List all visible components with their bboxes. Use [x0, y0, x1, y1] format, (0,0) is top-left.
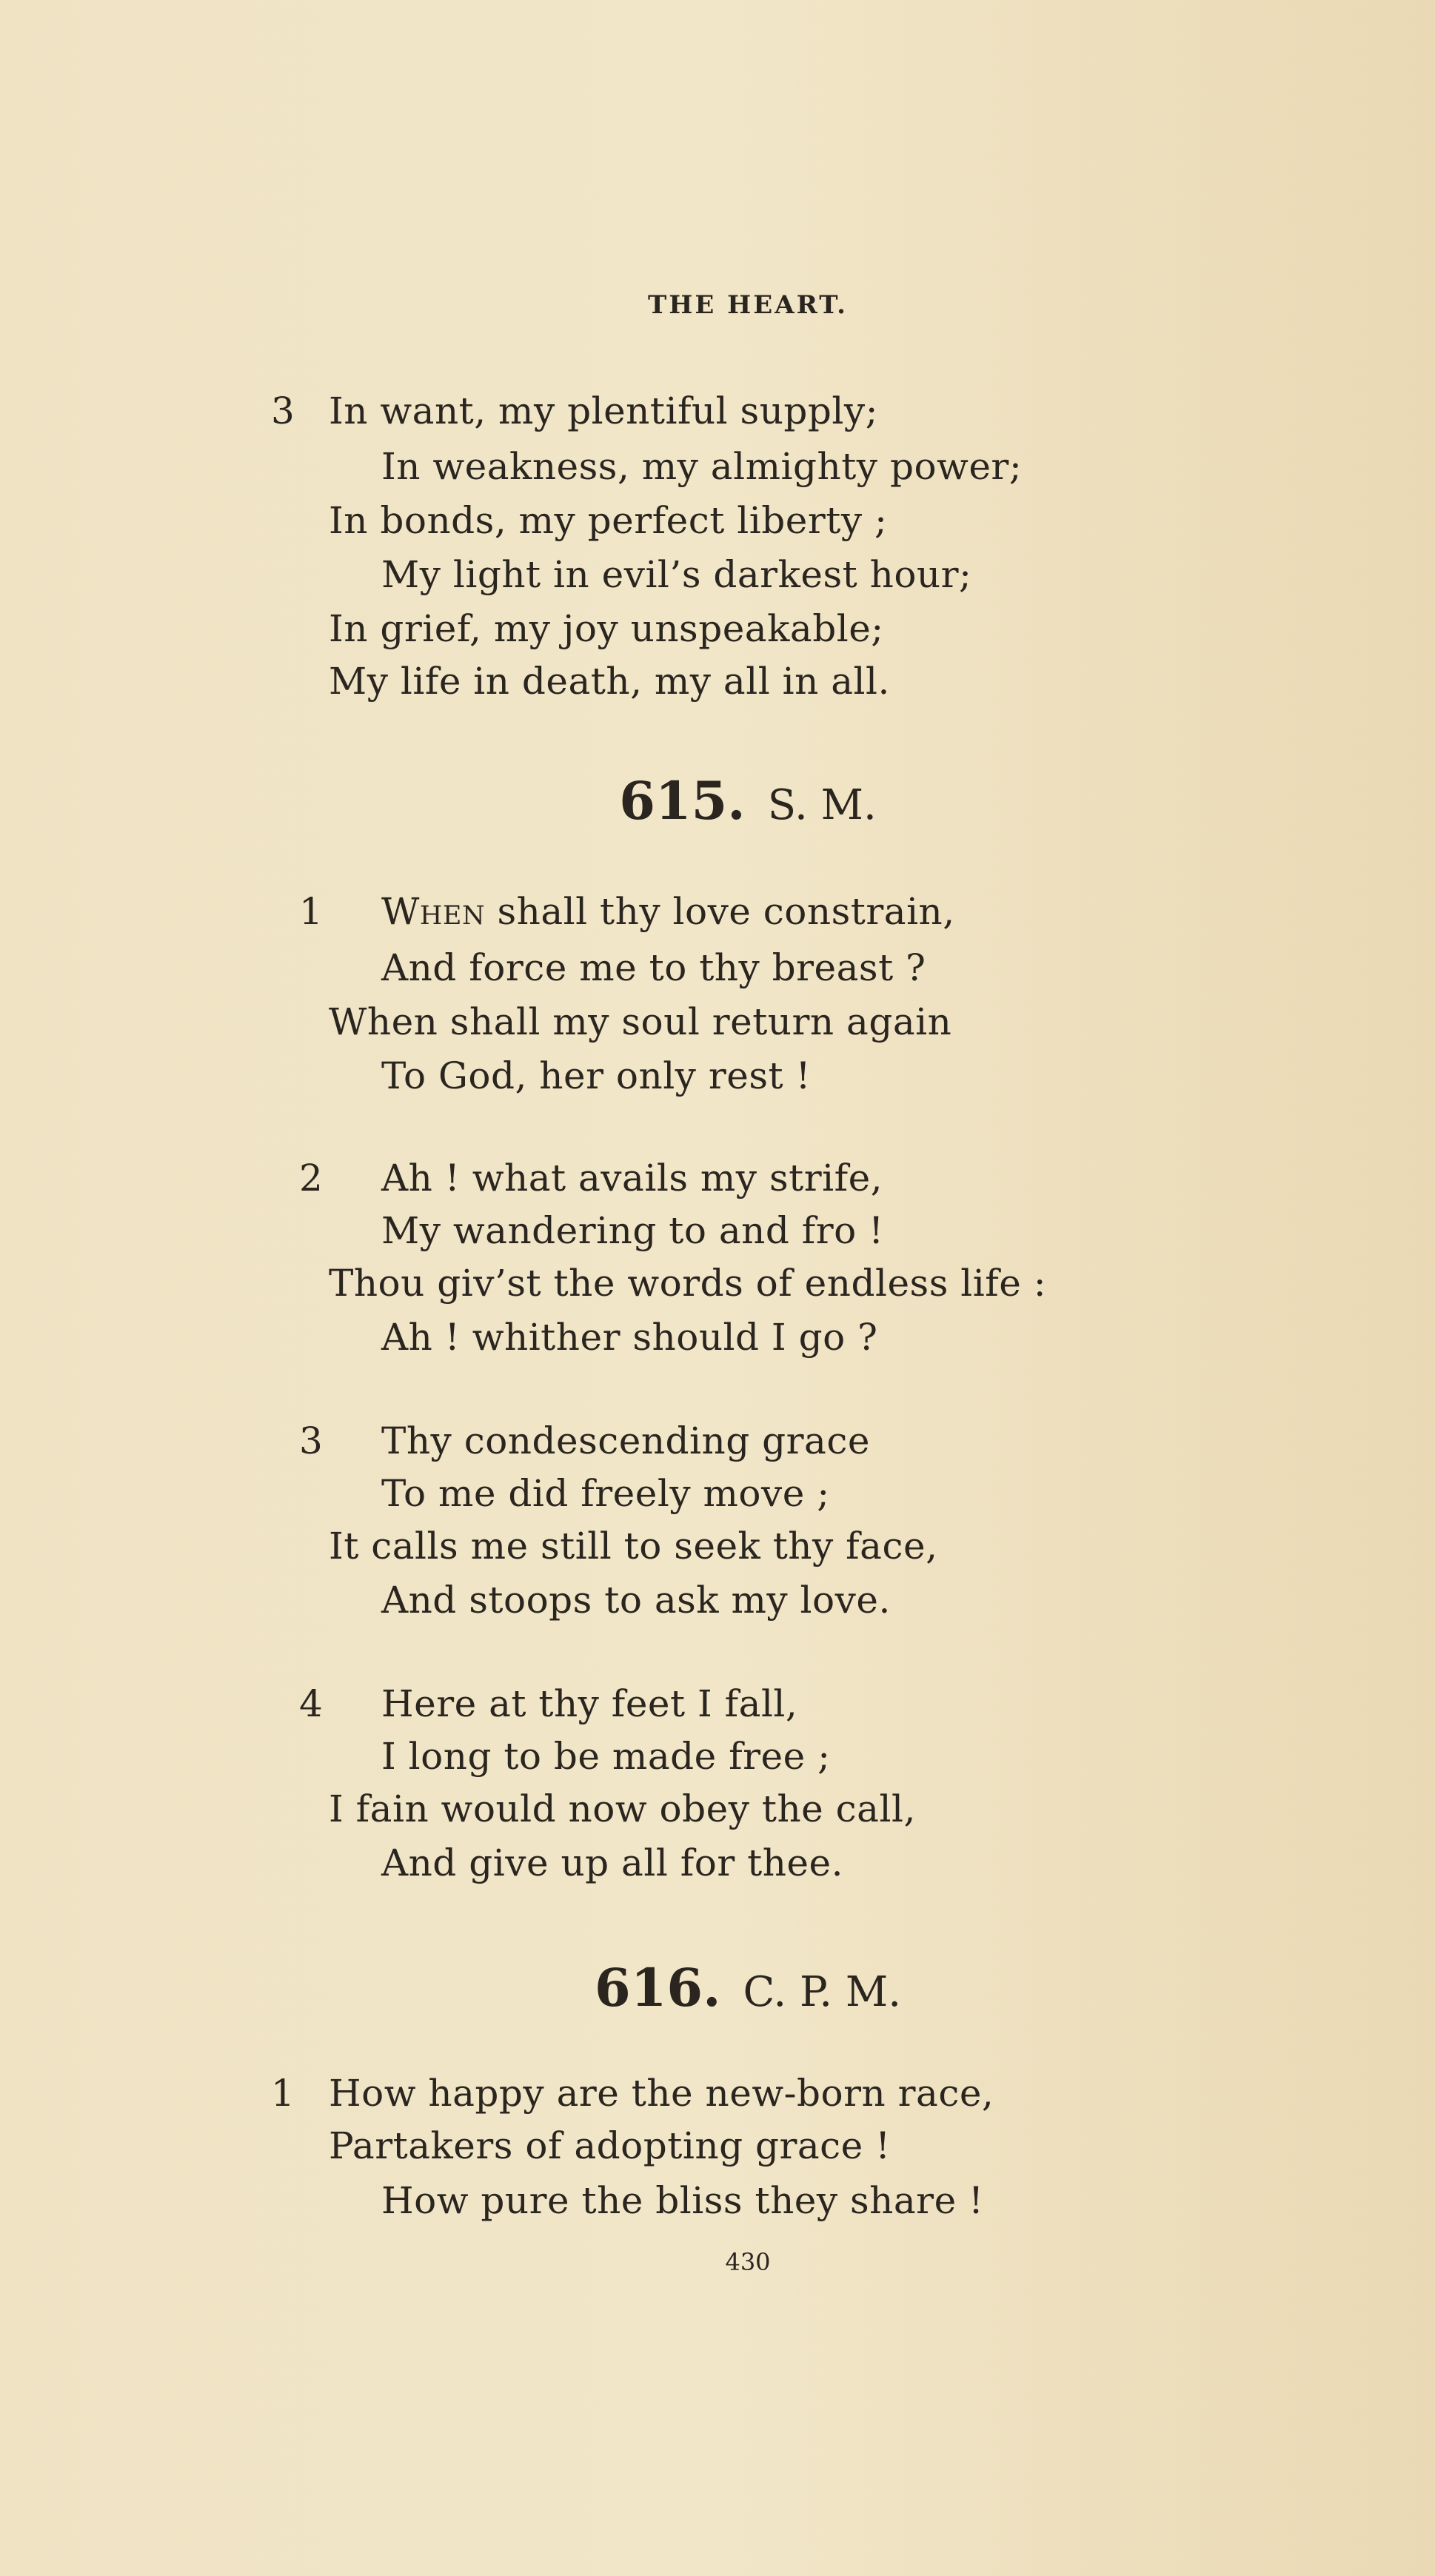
stanza-number: 2 [299, 1157, 324, 1200]
verse-line: To God, her only rest ! [381, 1054, 812, 1097]
verse-line: In want, my plentiful supply; [329, 389, 879, 432]
verse-line [381, 889, 955, 934]
stanza-number: 4 [299, 1682, 324, 1725]
verse-line: Ah ! what avails my strife, [381, 1157, 883, 1200]
verse-line: And stoops to ask my love. [381, 1579, 891, 1622]
stanza-number: 3 [299, 1419, 324, 1462]
verse-line: My life in death, my all in all. [329, 660, 890, 703]
verse-line: In grief, my joy unspeakable; [329, 607, 884, 650]
verse-line: Partakers of adopting grace ! [329, 2124, 891, 2167]
stanza-number: 3 [271, 389, 295, 432]
verse-line: Here at thy feet I fall, [381, 1682, 798, 1725]
verse-line: How happy are the new-born race, [329, 2072, 994, 2115]
verse-line: I fain would now obey the call, [329, 1787, 916, 1830]
verse-line: I long to be made free ; [381, 1735, 831, 1778]
stanza-number: 1 [271, 2072, 295, 2115]
verse-line: In weakness, my almighty power; [381, 445, 1023, 488]
hymn-615-heading [0, 770, 1435, 832]
verse-line: And force me to thy breast ? [381, 946, 926, 989]
running-head: THE HEART. [647, 290, 848, 320]
stanza-number: 1 [299, 890, 324, 933]
verse-line: Thy condescending grace [381, 1419, 870, 1462]
verse-line: My light in evil’s darkest hour; [381, 553, 972, 596]
hymn-616-heading [0, 1957, 1435, 2018]
page-number: 430 [725, 2248, 771, 2276]
small-caps-word: When [381, 890, 486, 933]
verse-line: To me did freely move ; [381, 1472, 830, 1515]
verse-line: My wandering to and fro ! [381, 1209, 884, 1252]
verse-line: Thou giv’st the words of endless life : [329, 1262, 1047, 1305]
hymn-number: 616. [594, 1957, 721, 2018]
verse-line: How pure the bliss they share ! [381, 2179, 984, 2222]
hymn-number: 615. [619, 770, 746, 832]
verse-line: And give up all for thee. [381, 1841, 843, 1884]
hymn-meter: C. P. M. [743, 1968, 902, 2016]
verse-line: When shall my soul return again [329, 1000, 952, 1043]
verse-line-rest: shall thy love constrain, [485, 890, 955, 933]
verse-line: In bonds, my perfect liberty ; [329, 499, 888, 542]
verse-line: It calls me still to seek thy face, [329, 1525, 938, 1568]
verse-line: Ah ! whither should I go ? [381, 1316, 878, 1359]
hymn-meter: S. M. [767, 781, 877, 829]
